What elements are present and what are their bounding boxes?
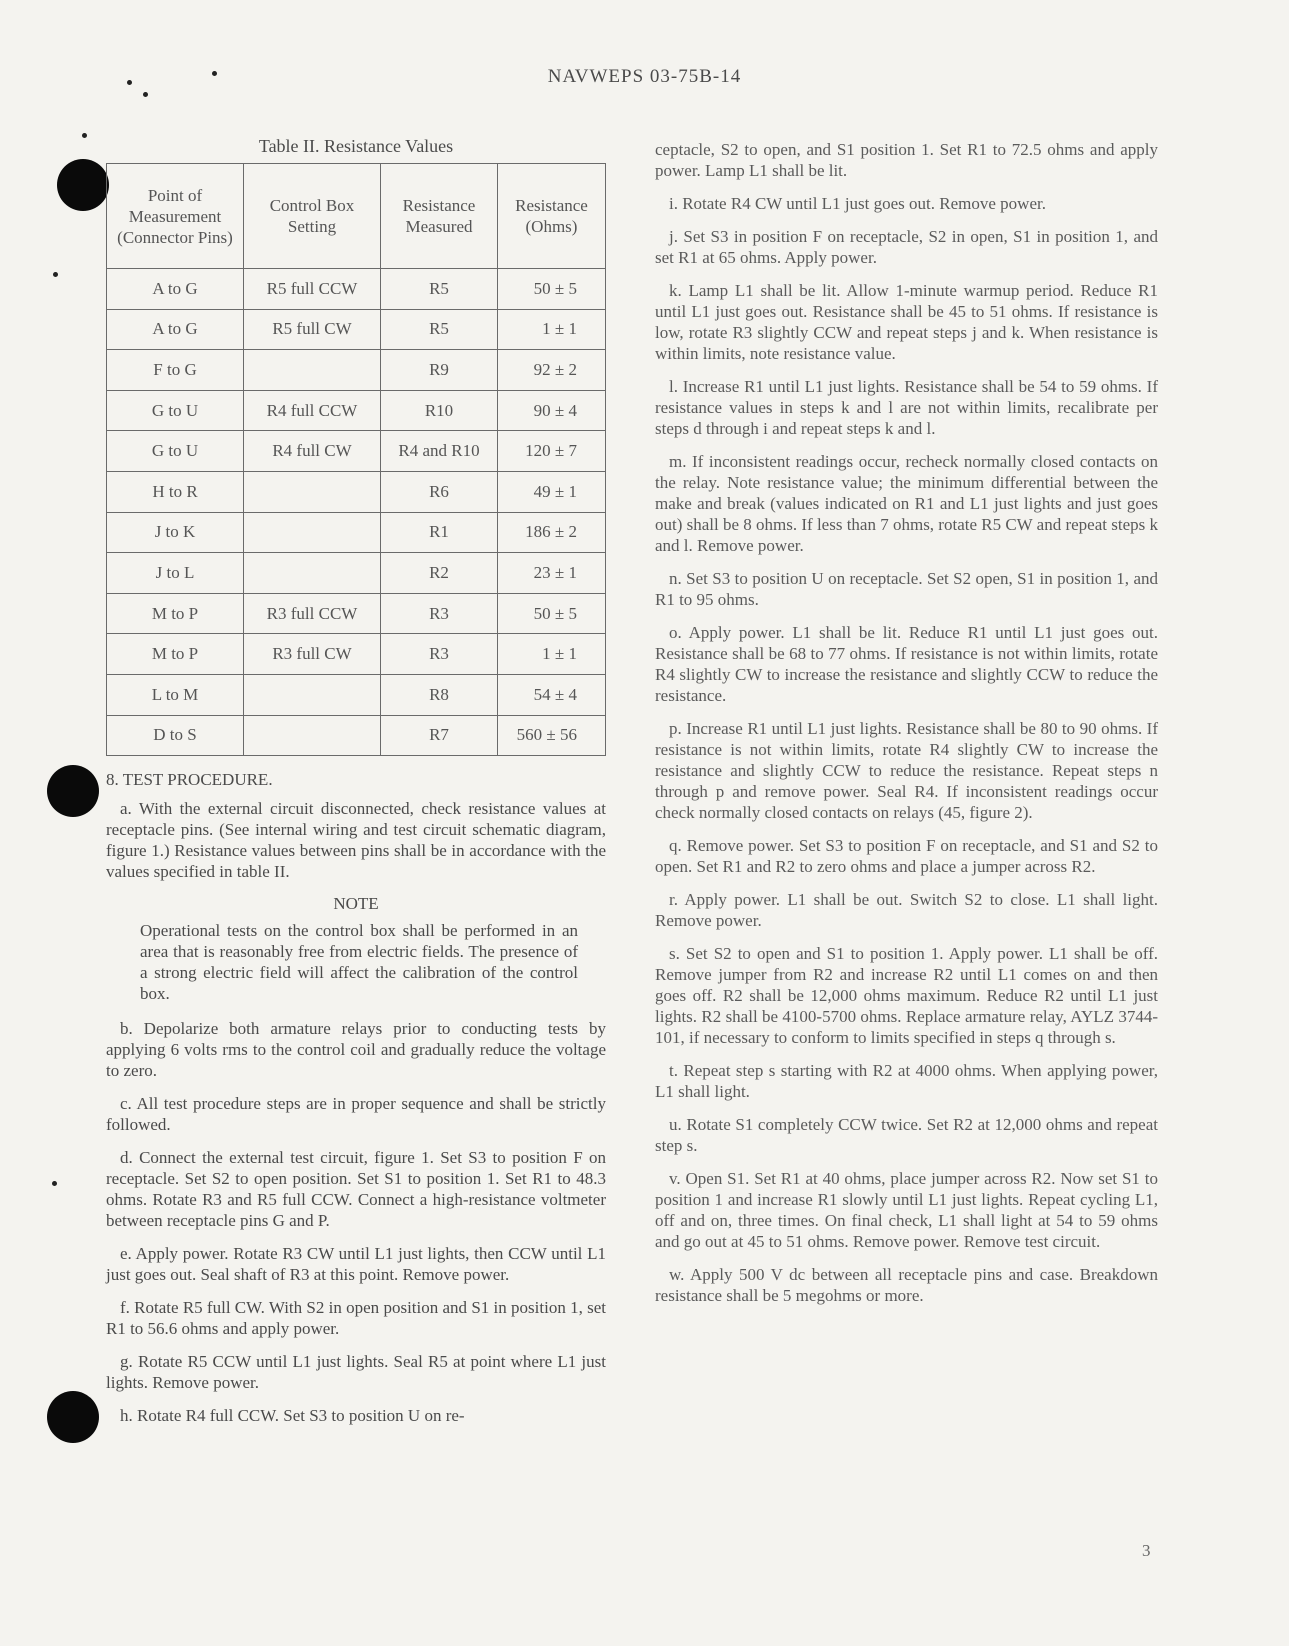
procedure-step: p. Increase R1 until L1 just lights. Resistance shall be 80 to 90 ohms. If resistance is not within limits, rotate R4 slightly CW to increase the resistance and slightly CCW to reduce the resistance. Repeat steps n through p and remove power. Seal R4. If inconsistent readings occur check normally closed contacts on relays (45, figure 2).: [655, 719, 1158, 822]
procedure-step: t. Repeat step s starting with R2 at 4000 ohms. When applying power, L1 shall light.: [655, 1061, 1158, 1101]
table-row: [107, 715, 606, 756]
punch-hole: [57, 159, 109, 211]
cell-setting: R4 full CCW: [244, 390, 381, 431]
cell-point: L to M: [107, 674, 244, 715]
cell-setting: [244, 715, 381, 756]
cell-ohms: 54 ± 4: [498, 674, 606, 715]
table-row: [107, 350, 606, 391]
cell-measured: R3: [381, 634, 498, 675]
cell-point: A to G: [107, 309, 244, 350]
cell-setting: [244, 471, 381, 512]
table-title: Table II. Resistance Values: [258, 136, 454, 156]
cell-ohms: 50 ± 5: [498, 269, 606, 310]
cell-measured: R6: [381, 471, 498, 512]
punch-hole: [47, 1391, 99, 1443]
procedure-step: l. Increase R1 until L1 just lights. Resistance shall be 54 to 59 ohms. If resistance values in steps k and l are not within limits, recalibrate per steps d through i and repeat steps k and l.: [655, 377, 1158, 438]
procedure-step: i. Rotate R4 CW until L1 just goes out. Remove power.: [669, 194, 1046, 213]
procedure-step: c. All test procedure steps are in proper sequence and shall be strictly followed.: [106, 1094, 606, 1135]
cell-measured: R5: [381, 269, 498, 310]
cell-ohms: 92 ± 2: [498, 350, 606, 391]
cell-ohms: 49 ± 1: [498, 471, 606, 512]
cell-setting: [244, 553, 381, 594]
table-row: [107, 553, 606, 594]
procedure-step: j. Set S3 in position F on receptacle, S2 in open, S1 in position 1, and set R1 at 65 ohms. Apply power.: [655, 227, 1158, 267]
cell-point: J to K: [107, 512, 244, 553]
procedure-step: q. Remove power. Set S3 to position F on receptacle, and S1 and S2 to open. Set R1 and R2 to zero ohms and place a jumper across R2.: [655, 836, 1158, 876]
procedure-step: v. Open S1. Set R1 at 40 ohms, place jumper across R2. Now set S1 to position 1 and increase R1 slowly until L1 just lights. Repeat cycling L1, off and on, three times. On final check, L1 shall light at 54 to 59 ohms and go out at 45 to 51 ohms. Remove power. Remove test circuit.: [655, 1169, 1158, 1251]
cell-ohms: 23 ± 1: [498, 553, 606, 594]
table-row: [107, 431, 606, 472]
cell-ohms: 50 ± 5: [498, 593, 606, 634]
section-heading: 8. TEST PROCEDURE.: [106, 770, 273, 790]
cell-point: J to L: [107, 553, 244, 594]
cell-setting: R3 full CCW: [244, 593, 381, 634]
table-row: [107, 674, 606, 715]
right-steps: [655, 139, 1158, 1306]
table-row: [107, 269, 606, 310]
cell-setting: R5 full CW: [244, 309, 381, 350]
procedure-step: k. Lamp L1 shall be lit. Allow 1-minute warmup period. Reduce R1 until L1 just goes out. Resistance shall be 45 to 51 ohms. If resistance is low, rotate R3 slightly CCW and repeat steps j and k. When resistance is within limits, note resistance value.: [655, 281, 1158, 363]
speck: [52, 1181, 57, 1186]
procedure-step: r. Apply power. L1 shall be out. Switch S2 to close. L1 shall light. Remove power.: [655, 890, 1158, 930]
page-number: 3: [1142, 1541, 1151, 1560]
speck: [82, 133, 87, 138]
table-row: [107, 634, 606, 675]
note-title: NOTE: [333, 894, 379, 914]
cell-setting: [244, 512, 381, 553]
cell-measured: R3: [381, 593, 498, 634]
resistance-table: [106, 163, 606, 756]
cell-setting: R3 full CW: [244, 634, 381, 675]
procedure-step: u. Rotate S1 completely CCW twice. Set R2 at 12,000 ohms and repeat step s.: [655, 1115, 1158, 1155]
cell-measured: R7: [381, 715, 498, 756]
left-steps-a: [106, 798, 606, 882]
cell-measured: R9: [381, 350, 498, 391]
procedure-step: o. Apply power. L1 shall be lit. Reduce R1 until L1 just goes out. Resistance shall be 68 to 77 ohms. If resistance is not within limits, rotate R4 slightly CW to increase the resistance and slightly CCW to reduce the resistance.: [655, 623, 1158, 705]
cell-ohms: 1 ± 1: [498, 634, 606, 675]
left-column: [106, 136, 606, 1438]
right-column: [655, 139, 1158, 1318]
cell-ohms: 90 ± 4: [498, 390, 606, 431]
cell-point: M to P: [107, 634, 244, 675]
cell-measured: R5: [381, 309, 498, 350]
cell-setting: [244, 350, 381, 391]
header-setting: Control Box Setting: [244, 164, 381, 269]
procedure-step: b. Depolarize both armature relays prior to conducting tests by applying 6 volts rms to the control coil and gradually reduce the voltage to zero.: [106, 1019, 606, 1081]
header-point: Point of Measurement (Connector Pins): [107, 164, 244, 269]
cell-point: H to R: [107, 471, 244, 512]
procedure-step: m. If inconsistent readings occur, recheck normally closed contacts on the relay. Note resistance value; the minimum differential between the make and break (values indicated on R1 and L1 just lights and just goes out) shall be 8 ohms. If less than 7 ohms, rotate R5 CW and repeat steps k and l. Remove power.: [655, 452, 1158, 555]
cell-measured: R4 and R10: [381, 431, 498, 472]
cell-ohms: 120 ± 7: [498, 431, 606, 472]
cell-point: F to G: [107, 350, 244, 391]
speck: [53, 272, 58, 277]
header-measured: Resistance Measured: [381, 164, 498, 269]
note-body: Operational tests on the control box shall be performed in an area that is reasonably free from electric fields. The presence of a strong electric field will affect the calibration of the control box.: [140, 921, 578, 1004]
speck: [143, 92, 148, 97]
procedure-step: a. With the external circuit disconnected, check resistance values at receptacle pins. (See internal wiring and test circuit schematic diagram, figure 1.) Resistance values between pins shall be in accordance with the values specified in table II.: [106, 799, 606, 882]
cell-point: D to S: [107, 715, 244, 756]
table-row: [107, 471, 606, 512]
cell-setting: [244, 674, 381, 715]
table-row: [107, 512, 606, 553]
procedure-step: g. Rotate R5 CCW until L1 just lights. Seal R5 at point where L1 just lights. Remove power.: [106, 1352, 606, 1393]
header-ohms: Resistance (Ohms): [498, 164, 606, 269]
cell-point: G to U: [107, 390, 244, 431]
procedure-step: d. Connect the external test circuit, figure 1. Set S3 to position F on receptacle. Set S2 to open position. Set S1 to position 1. Set R1 to 48.3 ohms. Rotate R3 and R5 full CCW. Connect a high-resistance voltmeter between receptacle pins G and P.: [106, 1148, 606, 1231]
cell-point: A to G: [107, 269, 244, 310]
table-header-row: [107, 164, 606, 269]
procedure-step: s. Set S2 to open and S1 to position 1. Apply power. L1 shall be off. Remove jumper from R2 and increase R2 until L1 comes on and then goes off. R2 shall be 12,000 ohms maximum. Reduce R2 until L1 just lights. R2 shall be 4100-5700 ohms. Replace armature relay, AYLZ 3744-101, if necessary to conform to limits specified in steps q through s.: [655, 944, 1158, 1047]
cell-ohms: 560 ± 56: [498, 715, 606, 756]
table-body: [107, 269, 606, 756]
cell-point: G to U: [107, 431, 244, 472]
cell-measured: R2: [381, 553, 498, 594]
punch-hole: [47, 765, 99, 817]
cell-measured: R1: [381, 512, 498, 553]
cell-setting: R4 full CW: [244, 431, 381, 472]
cell-ohms: 1 ± 1: [498, 309, 606, 350]
procedure-step: n. Set S3 to position U on receptacle. Set S2 open, S1 in position 1, and R1 to 95 ohms.: [655, 569, 1158, 609]
table-row: [107, 593, 606, 634]
procedure-step: h. Rotate R4 full CCW. Set S3 to position U on re-: [120, 1406, 465, 1426]
left-steps-b: [106, 1018, 606, 1426]
cell-point: M to P: [107, 593, 244, 634]
table-row: [107, 390, 606, 431]
cell-measured: R8: [381, 674, 498, 715]
table-row: [107, 309, 606, 350]
page-header: NAVWEPS 03-75B-14: [547, 66, 742, 87]
cell-setting: R5 full CCW: [244, 269, 381, 310]
procedure-step: ceptacle, S2 to open, and S1 position 1. Set R1 to 72.5 ohms and apply power. Lamp L1 shall be lit.: [655, 140, 1158, 180]
cell-ohms: 186 ± 2: [498, 512, 606, 553]
procedure-step: f. Rotate R5 full CW. With S2 in open position and S1 in position 1, set R1 to 56.6 ohms and apply power.: [106, 1298, 606, 1339]
procedure-step: w. Apply 500 V dc between all receptacle pins and case. Breakdown resistance shall be 5 megohms or more.: [655, 1265, 1158, 1305]
cell-measured: R10: [381, 390, 498, 431]
procedure-step: e. Apply power. Rotate R3 CW until L1 just lights, then CCW until L1 just goes out. Seal shaft of R3 at this point. Remove power.: [106, 1244, 606, 1285]
